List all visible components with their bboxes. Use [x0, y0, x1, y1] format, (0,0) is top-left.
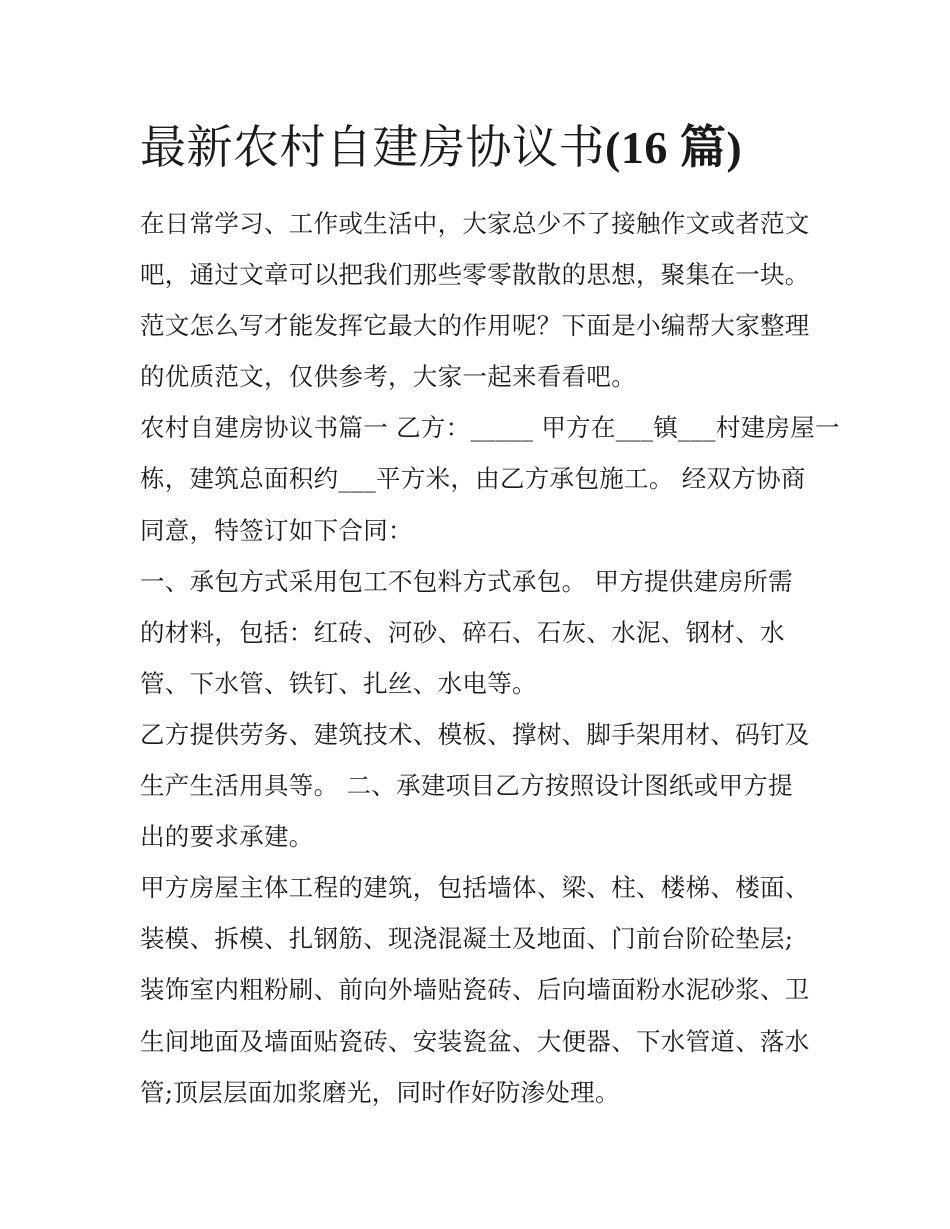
- document-body: [140, 198, 840, 1118]
- body-line: 在日常学习、工作或生活中，大家总少不了接触作文或者范文: [140, 209, 810, 238]
- body-line: 同意，特签订如下合同：: [140, 515, 413, 545]
- body-line: 出的要求承建。: [140, 822, 314, 852]
- body-line: 一、承包方式采用包工不包料方式承包。 甲方提供建房所需: [140, 566, 793, 596]
- body-line: 生间地面及墙面贴瓷砖、安装瓷盆、大便器、下水管道、落水: [140, 1026, 810, 1056]
- body-line: 的优质范文，仅供参考，大家一起来看看吧。: [140, 362, 636, 392]
- title-text: 最新农村自建房协议书: [140, 120, 605, 174]
- body-line: 管;顶层层面加浆磨光，同时作好防渗处理。: [140, 1077, 620, 1107]
- body-line: 管、下水管、铁钉、扎丝、水电等。: [140, 668, 537, 698]
- body-line: 农村自建房协议书篇一 乙方：_____ 甲方在___镇___村建房屋一: [140, 413, 840, 443]
- body-line: 栋，建筑总面积约___平方米，由乙方承包施工。 经双方协商: [140, 464, 806, 494]
- body-line: 的材料，包括：红砖、河砂、碎石、石灰、水泥、钢材、水: [140, 617, 785, 647]
- body-line: 装饰室内粗粉刷、前向外墙贴瓷砖、后向墙面粉水泥砂浆、卫: [140, 975, 810, 1005]
- body-line: 装模、拆模、扎钢筋、现浇混凝土及地面、门前台阶砼垫层;: [140, 924, 794, 954]
- body-line: 吧，通过文章可以把我们那些零零散散的思想，聚集在一块。: [140, 260, 810, 290]
- body-line: 生产生活用具等。 二、承建项目乙方按照设计图纸或甲方提: [140, 771, 793, 801]
- body-line: 范文怎么写才能发挥它最大的作用呢？下面是小编帮大家整理: [140, 311, 810, 341]
- title-count: (16 篇): [605, 122, 743, 173]
- body-line: 乙方提供劳务、建筑技术、模板、撑树、脚手架用材、码钉及: [140, 719, 810, 749]
- body-line: 甲方房屋主体工程的建筑，包括墙体、梁、柱、楼梯、楼面、: [140, 873, 810, 903]
- document-title: [140, 112, 840, 183]
